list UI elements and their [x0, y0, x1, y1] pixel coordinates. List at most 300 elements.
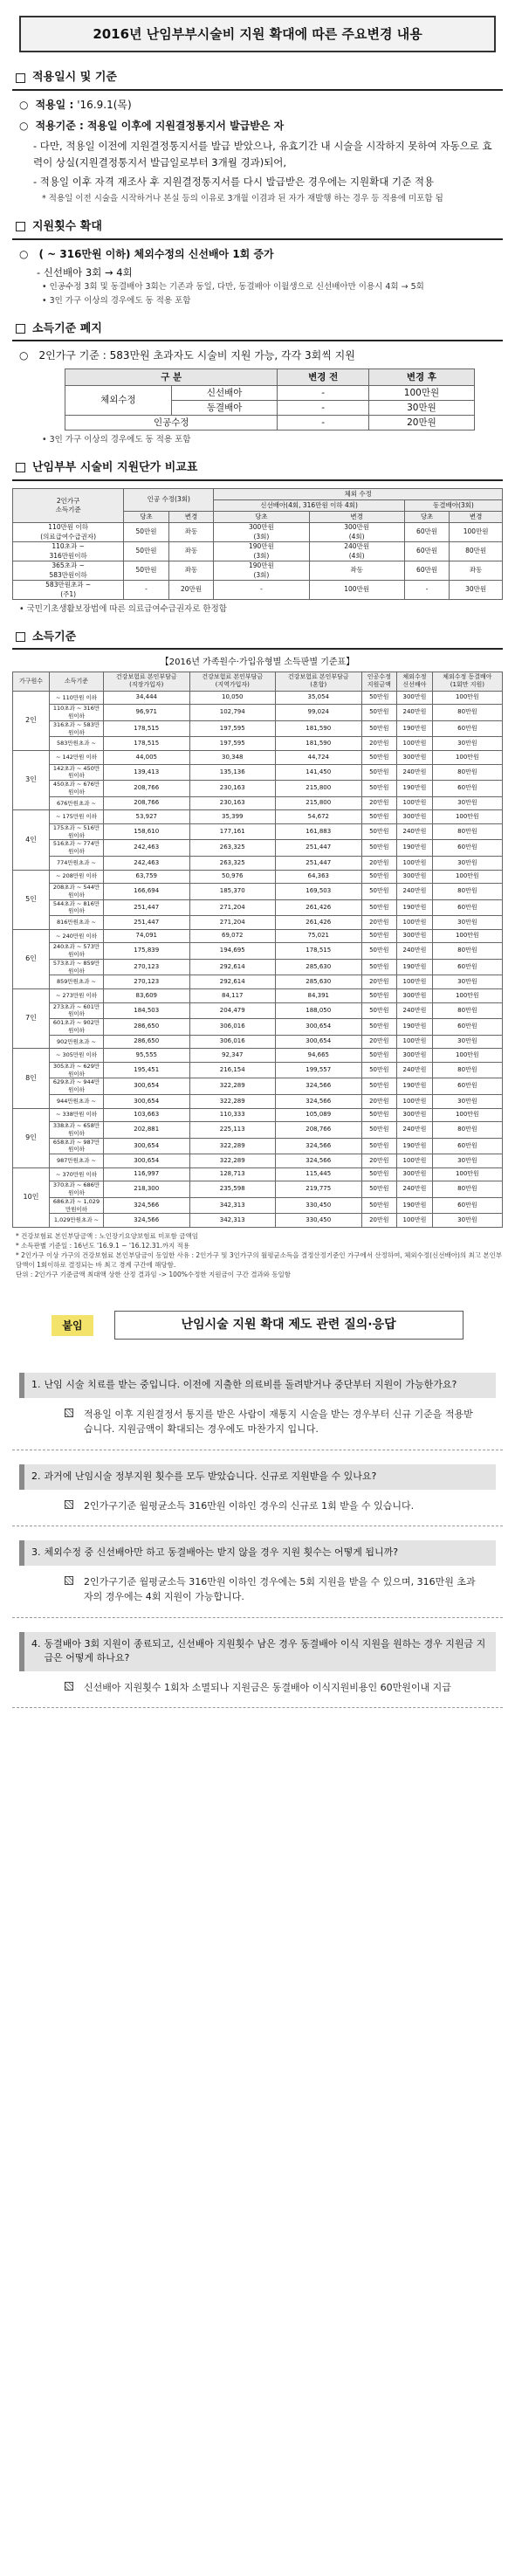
table-cell: 218,300 [104, 1181, 190, 1198]
income-table [12, 672, 503, 1228]
circle-bullet-icon: ○ [19, 98, 29, 111]
answer-bullet-icon [65, 1682, 73, 1691]
table-cell: 271,204 [189, 916, 276, 930]
table-cell: 110,333 [189, 1108, 276, 1122]
table-cell: 270,123 [104, 975, 190, 989]
table-cell: 316초과 ~ 583만원이하 [50, 720, 104, 737]
table-cell: 305초과 ~ 629만원이하 [50, 1062, 104, 1078]
table-row [13, 1019, 503, 1036]
table-cell: 190만원 [397, 1078, 433, 1095]
table-cell: 20만원 [361, 856, 397, 870]
table-cell: 60만원 [432, 899, 502, 916]
table-cell: 240만원 [397, 705, 433, 721]
table-cell: 158,610 [104, 823, 190, 840]
table-header: 건강보험료 본인부담금 (혼합) [276, 672, 362, 691]
table-header: 소득기준 [50, 672, 104, 691]
table-cell: 544초과 ~ 816만원이하 [50, 899, 104, 916]
table-cell: 261,426 [276, 916, 362, 930]
table-cell: - [214, 581, 309, 600]
table-cell: 30만원 [432, 916, 502, 930]
table-cell: 141,450 [276, 764, 362, 781]
table-cell: ~ 110만원 이하 [50, 691, 104, 705]
table-cell: 80만원 [432, 884, 502, 900]
apply-paragraph-2: - 적용일 이후 자격 재조사 후 지원결정통지서를 다시 발급받은 경우에는 지원확대 기준 적용 [33, 175, 435, 188]
table-row [13, 870, 503, 884]
table-cell: 216,154 [189, 1062, 276, 1078]
apply-date-row [19, 98, 503, 112]
table-cell: 240만원 [397, 823, 433, 840]
table-cell: 100만원 [432, 751, 502, 765]
table-cell: 230,163 [189, 796, 276, 810]
table-cell: 240만원 [397, 1002, 433, 1019]
table-cell: 20만원 [361, 1035, 397, 1049]
table-cell: 199,557 [276, 1062, 362, 1078]
table-cell: 175초과 ~ 516만원이하 [50, 823, 104, 840]
question-box [19, 1540, 496, 1566]
table-cell: 240만원 [397, 943, 433, 960]
table-row [13, 751, 503, 765]
table-cell: 300,654 [104, 1078, 190, 1095]
table-cell: 20만원 [361, 1214, 397, 1228]
table-row [13, 1035, 503, 1049]
table-cell: 987만원초과 ~ [50, 1154, 104, 1168]
table-cell: 629초과 ~ 944만원이하 [50, 1078, 104, 1095]
question-text: 동결배아 3회 지원이 종료되고, 신선배아 지원횟수 남은 경우 동결배아 이식 지원을 원하는 경우 지원금 지급은 어떻게 하나요? [44, 1637, 486, 1664]
table-cell: 324,566 [276, 1094, 362, 1108]
table-cell: ~ 142만원 이하 [50, 751, 104, 765]
table-cell: 30만원 [432, 1035, 502, 1049]
table-cell: 324,566 [104, 1197, 190, 1214]
table-cell: 60만원 [432, 1138, 502, 1154]
question-text: 과거에 난임시술 정부지원 횟수를 모두 받았습니다. 신규로 지원받을 수 있나요? [44, 1471, 377, 1483]
table-row [13, 840, 503, 857]
table-cell: 96,971 [104, 705, 190, 721]
table-row [13, 720, 503, 737]
table-cell: 30만원 [432, 1154, 502, 1168]
question-number: 2. [31, 1471, 41, 1483]
table-row [13, 975, 503, 989]
page-title: 2016년 난임부부시술비 지원 확대에 따른 주요변경 내용 [19, 16, 496, 52]
table-cell: 20만원 [361, 1094, 397, 1108]
checkbox-square-icon [16, 463, 25, 472]
table-cell: 50만원 [361, 989, 397, 1003]
table-row [13, 705, 503, 721]
table-cell: 80만원 [432, 1181, 502, 1198]
table-header: 변경 후 [368, 368, 474, 385]
table-cell: 34,444 [104, 691, 190, 705]
table-cell: 306,016 [189, 1035, 276, 1049]
table-cell: 177,161 [189, 823, 276, 840]
circle-bullet-icon: ○ [19, 247, 29, 260]
answer-text: 2인가구기준 월평균소득 316만원 이하인 경우에는 5회 지원을 받을 수 있으며, 316만원 초과자의 경우에는 4회 지원이 가능합니다. [84, 1575, 476, 1603]
table-cell: 202,881 [104, 1122, 190, 1139]
table-cell: 20만원 [361, 1154, 397, 1168]
appendix-title: 난임시술 지원 확대 제도 관련 질의·응답 [114, 1311, 464, 1340]
table-cell: 60만원 [432, 959, 502, 975]
table-header: 당초 [214, 511, 309, 522]
question-number: 3. [31, 1546, 41, 1559]
table-cell: 50만원 [361, 1197, 397, 1214]
table-cell: 181,590 [276, 720, 362, 737]
section-title: 지원횟수 확대 [32, 220, 102, 234]
table-cell: ~ 273만원 이하 [50, 989, 104, 1003]
table-cell: 80만원 [432, 943, 502, 960]
table-cell: 251,447 [104, 899, 190, 916]
table-cell: 44,724 [276, 751, 362, 765]
table-cell: 50만원 [361, 751, 397, 765]
table-cell: 60만원 [404, 561, 450, 581]
table-cell: 64,363 [276, 870, 362, 884]
table-cell: 251,447 [276, 840, 362, 857]
table-cell: 251,447 [104, 916, 190, 930]
table-cell: 50만원 [361, 1078, 397, 1095]
table-cell: 190만원 [397, 781, 433, 797]
income-abolish-note: • 3인 가구 이상의 경우에도 동 적용 포함 [42, 435, 191, 445]
table-cell: 300만원 [397, 1049, 433, 1063]
table-cell: 105,089 [276, 1108, 362, 1122]
table-cell: 300만원 [397, 870, 433, 884]
table-row [13, 1138, 503, 1154]
table-cell: 체외수정 [65, 385, 172, 415]
table-cell: 50만원 [361, 929, 397, 943]
table-cell: 583만원초과 ~ (주1) [13, 581, 124, 600]
table-header: 건강보험료 본인부담금 (직장가입자) [104, 672, 190, 691]
qa-item [12, 1359, 503, 1450]
table-cell: 300,654 [104, 1138, 190, 1154]
apply-standard-value: 적용일 이후에 지원결정통지서 발급받은 자 [86, 119, 285, 132]
table-cell: 50만원 [124, 542, 169, 561]
table-header: 동결배아(3회) [404, 499, 502, 511]
apply-standard-row [19, 119, 503, 133]
table-cell: 54,672 [276, 810, 362, 824]
table-cell: 338초과 ~ 658만원이하 [50, 1122, 104, 1139]
table-cell: 100만원 [432, 929, 502, 943]
table-cell: 50만원 [361, 1181, 397, 1198]
table-cell: 20만원 [361, 796, 397, 810]
table-cell: 583만원초과 ~ [50, 737, 104, 751]
table-cell: 190만원 [397, 720, 433, 737]
section-header-income [12, 628, 503, 651]
answer-box [65, 1574, 480, 1605]
table-cell: 273초과 ~ 601만원이하 [50, 1002, 104, 1019]
table-cell: 197,595 [189, 720, 276, 737]
qa-item [12, 1618, 503, 1709]
table-cell: 573초과 ~ 859만원이하 [50, 959, 104, 975]
table-row [13, 989, 503, 1003]
table-cell: 292,614 [189, 975, 276, 989]
question-text: 체외수정 중 신선배아만 하고 동결배아는 받지 않을 경우 지원 횟수는 어떻게 됩니까? [44, 1546, 399, 1559]
table-cell: 166,694 [104, 884, 190, 900]
household-size-cell: 8인 [13, 1049, 50, 1108]
table-row [65, 416, 475, 430]
table-cell: 271,204 [189, 899, 276, 916]
table-cell: ~ 208만원 이하 [50, 870, 104, 884]
qa-item [12, 1526, 503, 1618]
table-cell: 128,713 [189, 1167, 276, 1181]
table-cell: 242,463 [104, 840, 190, 857]
table-cell: 30만원 [450, 581, 503, 600]
table-cell: 92,347 [189, 1049, 276, 1063]
table-cell: 181,590 [276, 737, 362, 751]
table-cell: 30만원 [368, 400, 474, 415]
table-cell: ~ 175만원 이하 [50, 810, 104, 824]
answer-bullet-icon [65, 1409, 73, 1417]
section-title: 적용일시 및 기준 [32, 71, 117, 85]
table-cell: 330,450 [276, 1214, 362, 1228]
table-cell: 50만원 [361, 764, 397, 781]
table-cell: 100만원 [450, 523, 503, 542]
table-cell: 60만원 [404, 523, 450, 542]
income-abolish-head [19, 348, 503, 362]
question-number: 4. [31, 1637, 41, 1650]
table-cell: 240초과 ~ 573만원이하 [50, 943, 104, 960]
table-cell: 215,800 [276, 796, 362, 810]
table-cell: 53,927 [104, 810, 190, 824]
table-row [13, 884, 503, 900]
table-cell: 135,136 [189, 764, 276, 781]
table-cell: 142초과 ~ 450만원이하 [50, 764, 104, 781]
table-cell: 30만원 [432, 796, 502, 810]
answer-box [65, 1680, 480, 1696]
table-cell: 10,050 [189, 691, 276, 705]
section-header-compare [12, 458, 503, 481]
table-cell: 322,289 [189, 1078, 276, 1095]
table-cell: 300만원 [397, 751, 433, 765]
table-cell: 100만원 [432, 870, 502, 884]
table-header: 건강보험료 본인부담금 (지역가입자) [189, 672, 276, 691]
answer-bullet-icon [65, 1500, 73, 1509]
question-box [19, 1373, 496, 1398]
table-cell: 80만원 [432, 1062, 502, 1078]
table-row [13, 1108, 503, 1122]
table-cell: - [124, 581, 169, 600]
table-cell: 169,503 [276, 884, 362, 900]
section-header-income-abolish [12, 320, 503, 342]
table-cell: 190만원 (3회) [214, 542, 309, 561]
table-cell: 322,289 [189, 1154, 276, 1168]
table-cell: 230,163 [189, 781, 276, 797]
checkbox-square-icon [16, 222, 25, 231]
table-cell: 185,370 [189, 884, 276, 900]
table-cell: 300,654 [276, 1035, 362, 1049]
table-cell: 139,413 [104, 764, 190, 781]
table-cell: 370초과 ~ 686만원이하 [50, 1181, 104, 1198]
table-cell: ~ 338만원 이하 [50, 1108, 104, 1122]
table-cell: 50만원 [124, 523, 169, 542]
table-cell: 50만원 [361, 899, 397, 916]
table-cell: 50만원 [361, 720, 397, 737]
table-cell: 190만원 [397, 840, 433, 857]
table-cell: 240만원 [397, 1122, 433, 1139]
table-row [13, 542, 503, 561]
table-header: 인공수정 지원금액 [361, 672, 397, 691]
table-cell: ~ 240만원 이하 [50, 929, 104, 943]
compare-note: • 국민기초생활보장법에 따른 의료급여수급권자로 한정함 [19, 604, 227, 614]
table-cell: 300만원 [397, 929, 433, 943]
household-size-cell: 10인 [13, 1167, 50, 1227]
support-count-note-1: • 인공수정 3회 및 동결배아 3회는 기존과 동일, 다만, 동결배아 이월생으로 신선배아만 이용시 4회 → 5회 [42, 282, 424, 293]
table-header: 변경 [168, 511, 214, 522]
table-cell: - [404, 581, 450, 600]
table-row [13, 796, 503, 810]
table-cell: 190만원 (3회) [214, 561, 309, 581]
table-header: 신선배아(4회, 316만원 이하 4회) [214, 499, 405, 511]
table-header: 2인가구 소득기준 [13, 488, 124, 522]
table-cell: 270,123 [104, 959, 190, 975]
table-header: 변경 전 [278, 368, 368, 385]
table-cell: 100만원 [397, 975, 433, 989]
table-cell: 50만원 [361, 1002, 397, 1019]
table-cell: - [278, 400, 368, 415]
table-row [13, 810, 503, 824]
table-cell: 178,515 [276, 943, 362, 960]
table-cell: 20만원 [361, 975, 397, 989]
table-header: 변경 [450, 511, 503, 522]
table-cell: 50만원 [361, 870, 397, 884]
table-cell: 50만원 [361, 1108, 397, 1122]
table-cell: 100만원 [432, 810, 502, 824]
footnote: 단위 : 2인가구 기준금액 최대액 상한 산정 결과임 -> 100%수정한 지원금이 구간 결과와 동일함 [16, 1270, 292, 1278]
table-cell: 240만원 [397, 764, 433, 781]
table-cell: 450초과 ~ 676만원이하 [50, 781, 104, 797]
answer-bullet-icon [65, 1576, 73, 1585]
table-cell: 184,503 [104, 1002, 190, 1019]
table-cell: 242,463 [104, 856, 190, 870]
table-cell: 300만원 [397, 810, 433, 824]
table-cell: 50만원 [361, 884, 397, 900]
table-cell: 306,016 [189, 1019, 276, 1036]
section-title: 난임부부 시술비 지원단가 비교표 [32, 461, 198, 475]
income-abolish-text: 2인가구 기준 : 583만원 초과자도 시술비 지원 가능, 각각 3회씩 지원 [38, 349, 355, 362]
table-cell: 300만원 (4회) [309, 523, 404, 542]
income-table-body [13, 691, 503, 1227]
table-cell: 100만원 [397, 856, 433, 870]
table-cell: 194,695 [189, 943, 276, 960]
table-cell: 215,800 [276, 781, 362, 797]
table-row [13, 856, 503, 870]
question-box [19, 1464, 496, 1490]
table-row [13, 1094, 503, 1108]
footnote: * 건강보험료 본인부담금액 : 노인장기요양보험료 미포함 금액임 [16, 1232, 198, 1241]
table-cell: 300,654 [104, 1094, 190, 1108]
table-cell: 100만원 [397, 1094, 433, 1108]
table-cell: 219,775 [276, 1181, 362, 1198]
table-cell: 178,515 [104, 737, 190, 751]
table-cell: 좌동 [309, 561, 404, 581]
table-cell: 30만원 [432, 737, 502, 751]
table-cell: 261,426 [276, 899, 362, 916]
table-cell: 195,451 [104, 1062, 190, 1078]
table-cell: 20만원 [361, 737, 397, 751]
table-cell: 좌동 [168, 542, 214, 561]
table-cell: 292,614 [189, 959, 276, 975]
household-size-cell: 7인 [13, 989, 50, 1049]
table-cell: 263,325 [189, 856, 276, 870]
table-cell: 102,794 [189, 705, 276, 721]
table-cell: 110초과 ~ 316만원이하 [13, 542, 124, 561]
table-cell: 116,997 [104, 1167, 190, 1181]
table-cell: 50만원 [361, 810, 397, 824]
table-row [65, 385, 475, 400]
income-table-caption: 【2016년 가족원수·가입유형별 소득판별 기준표】 [160, 658, 355, 668]
table-cell: 75,021 [276, 929, 362, 943]
table-cell: 208,766 [104, 781, 190, 797]
table-cell: 99,024 [276, 705, 362, 721]
table-cell: 816만원초과 ~ [50, 916, 104, 930]
apply-paragraph-1: - 다만, 적용일 이전에 지원결정통지서를 발급 받았으나, 유효기간 내 시술을 시작하지 못하여 자동으로 효력이 상실(지원결정통지서 발급일로부터 3개월 경과)되어, [33, 140, 492, 169]
table-cell: 240만원 (4회) [309, 542, 404, 561]
table-cell: 225,113 [189, 1122, 276, 1139]
table-cell: 204,479 [189, 1002, 276, 1019]
answer-text: 신선배아 지원횟수 1회차 소멸되나 지원금은 동결배아 이식지원비용인 60만원이내 지급 [84, 1681, 451, 1693]
section-header-apply-date [12, 68, 503, 91]
table-cell: 676만원초과 ~ [50, 796, 104, 810]
checkbox-square-icon [16, 324, 25, 334]
support-count-line: - 신선배아 3회 → 4회 [37, 265, 133, 279]
compare-table [12, 488, 503, 600]
table-cell: 60만원 [432, 781, 502, 797]
question-number: 1. [31, 1379, 41, 1391]
table-cell: 60만원 [432, 840, 502, 857]
circle-bullet-icon: ○ [19, 349, 29, 362]
table-row [13, 1002, 503, 1019]
compare-table-body [13, 523, 503, 600]
table-cell: 208,766 [276, 1122, 362, 1139]
table-row [13, 1154, 503, 1168]
table-cell: 60만원 [404, 542, 450, 561]
table-row [13, 691, 503, 705]
table-cell: 100만원 [397, 916, 433, 930]
question-text: 난임 시술 치료를 받는 중입니다. 이전에 지출한 의료비를 돌려받거나 중단부터 지원이 가능한가요? [44, 1379, 457, 1391]
table-cell: 100만원 [309, 581, 404, 600]
table-cell: 100만원 [397, 1214, 433, 1228]
table-cell: 324,566 [276, 1078, 362, 1095]
footnote: * 소득판별 기준일 : 16년도 '16.9.1 ~ '16.12.31.까지 적용 [16, 1241, 190, 1250]
table-cell: 188,050 [276, 1002, 362, 1019]
table-cell: 80만원 [432, 1122, 502, 1139]
table-cell: 35,054 [276, 691, 362, 705]
table-cell: 30만원 [432, 1094, 502, 1108]
checkbox-square-icon [16, 73, 25, 83]
table-row [13, 1078, 503, 1095]
table-cell: 330,450 [276, 1197, 362, 1214]
table-header: 당초 [124, 511, 169, 522]
table-cell: 324,566 [276, 1154, 362, 1168]
household-size-cell: 5인 [13, 870, 50, 929]
table-cell: 63,759 [104, 870, 190, 884]
apply-standard-label: 적용기준 : [35, 119, 84, 132]
table-cell: 300만원 [397, 1167, 433, 1181]
table-cell: 774만원초과 ~ [50, 856, 104, 870]
table-cell: 944만원초과 ~ [50, 1094, 104, 1108]
table-cell: 300,654 [276, 1019, 362, 1036]
table-cell: 115,445 [276, 1167, 362, 1181]
table-cell: 30만원 [432, 975, 502, 989]
table-cell: 103,663 [104, 1108, 190, 1122]
table-cell: 175,839 [104, 943, 190, 960]
table-row [13, 916, 503, 930]
table-cell: 100만원 [432, 691, 502, 705]
table-cell: 신선배아 [171, 385, 278, 400]
table-cell: 100만원 [432, 1049, 502, 1063]
table-cell: 동결배아 [171, 400, 278, 415]
table-cell: 324,566 [276, 1138, 362, 1154]
table-cell: 190만원 [397, 1197, 433, 1214]
table-cell: 50만원 [124, 561, 169, 581]
table-cell: 902만원초과 ~ [50, 1035, 104, 1049]
checkbox-square-icon [16, 632, 25, 642]
table-row [13, 1214, 503, 1228]
